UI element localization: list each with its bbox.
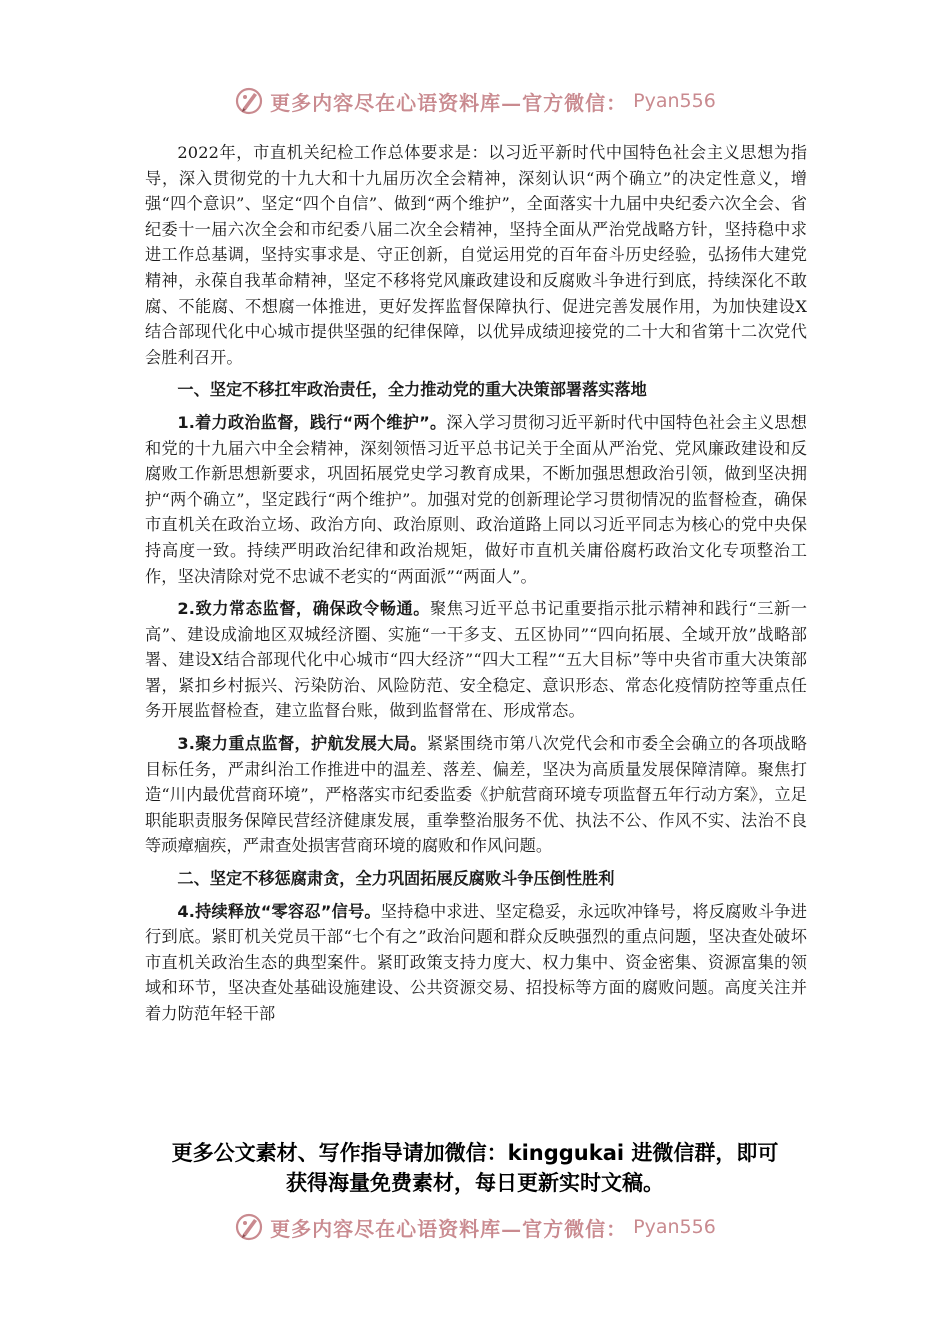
item-1-lead: 1.着力政治监督，践行“两个维护”。 (177, 412, 447, 432)
watermark-text: 更多内容尽在心语资料库—官方微信： (270, 90, 628, 115)
item-3-body: 紧紧围绕市第八次党代会和市委全会确立的各项战略目标任务，严肃纠治工作推进中的温差、落差、偏差，坚决为高质量发展保障清障。聚焦打造“川内最优营商环境”，严格落实市纪委监委《护航营商环境专项监督五年行动方案》，立足职能职责服务保障民营经济健康发展，重拳整治服务不优、执法不公、作风不实、法治不良等顽瘴痼疾，严肃查处损害营商环境的腐败和作风问题。 (145, 734, 807, 856)
watermark-account: Pyan556 (633, 90, 716, 112)
document-body (145, 140, 807, 1027)
section-heading-2: 二、坚定不移惩腐肃贪，全力巩固拓展反腐败斗争压倒性胜利 (177, 869, 615, 889)
item-2-paragraph (145, 596, 807, 724)
watermark-text-footer: 更多内容尽在心语资料库—官方微信： (270, 1216, 628, 1241)
item-3-lead: 3.聚力重点监督，护航发展大局。 (177, 734, 427, 754)
item-4-body: 坚持稳中求进、坚定稳妥，永远吹冲锋号，将反腐败斗争进行到底。紧盯机关党员干部“七个有之”政治问题和群众反映强烈的重点问题，坚决查处破坏市直机关政治生态的典型案件。紧盯政策支持力度大、权力集中、资金密集、资源富集的领域和环节，坚决查处基础设施建设、公共资源交易、招投标等方面的腐败问题。高度关注并着力防范年轻干部 (145, 901, 807, 1023)
item-1-body: 深入学习贯彻习近平新时代中国特色社会主义思想和党的十九届六中全会精神，深刻领悟习近平总书记关于全面从严治党、党风廉政建设和反腐败工作新思想新要求，巩固拓展党史学习教育成果，不断加强思想政治引领，做到坚决拥护“两个确立”，坚定践行“两个维护”。加强对党的创新理论学习贯彻情况的监督检查，确保市直机关在政治立场、政治方向、政治原则、政治道路上同以习近平同志为核心的党中央保持高度一致。持续严明政治纪律和政治规矩，做好市直机关庸俗腐朽政治文化专项整治工作，坚决清除对党不忠诚不老实的“两面派”“两面人”。 (145, 412, 807, 586)
section-heading-1: 一、坚定不移扛牢政治责任，全力推动党的重大决策部署落实落地 (177, 380, 647, 400)
item-4-paragraph (145, 899, 807, 1027)
watermark-footer (0, 1212, 950, 1242)
item-4-lead: 4.持续释放“零容忍”信号。 (177, 901, 381, 921)
intro-paragraph: 2022年，市直机关纪检工作总体要求是：以习近平新时代中国特色社会主义思想为指导，深入贯彻党的十九大和十九届历次全会精神，深刻认识“两个确立”的决定性意义，增强“四个意识”、坚定“四个自信”、做到“两个维护”，全面落实十九届中央纪委六次全会、省纪委十一届六次全会和市纪委八届二次全会精神，坚持全面从严治党战略方针，坚持稳中求进工作总基调，坚持实事求是、守正创新，自觉运用党的百年奋斗历史经验，弘扬伟大建党精神，永葆自我革命精神，坚定不移将党风廉政建设和反腐败斗争进行到底，持续深化不敢腐、不能腐、不想腐一体推进，更好发挥监督保障执行、促进完善发展作用，为加快建设X结合部现代化中心城市提供坚强的纪律保障，以优异成绩迎接党的二十大和省第十二次党代会胜利召开。 (145, 143, 807, 367)
promo-line-1: 更多公文素材、写作指导请加微信：kinggukai 进微信群，即可 (171, 1141, 779, 1165)
item-1-paragraph (145, 410, 807, 589)
logo-icon (234, 86, 264, 116)
promo-line-2: 获得海量免费素材，每日更新实时文稿。 (286, 1171, 664, 1195)
item-2-lead: 2.致力常态监督，确保政令畅通。 (177, 599, 431, 619)
item-3-paragraph (145, 731, 807, 859)
promo-banner (0, 1138, 950, 1198)
item-2-body: 聚焦习近平总书记重要指示批示精神和践行“三新一高”、建设成渝地区双城经济圈、实施“一干多支、五区协同”“四向拓展、全域开放”战略部署、建设X结合部现代化中心城市“四大经济”“四大工程”“五大目标”等中央省市重大决策部署，紧扣乡村振兴、污染防治、风险防范、安全稳定、意识形态、常态化疫情防控等重点任务开展监督检查，建立监督台账，做到监督常在、形成常态。 (145, 599, 807, 721)
watermark-account-footer: Pyan556 (633, 1216, 716, 1238)
watermark-header (0, 86, 950, 116)
logo-icon (234, 1212, 264, 1242)
